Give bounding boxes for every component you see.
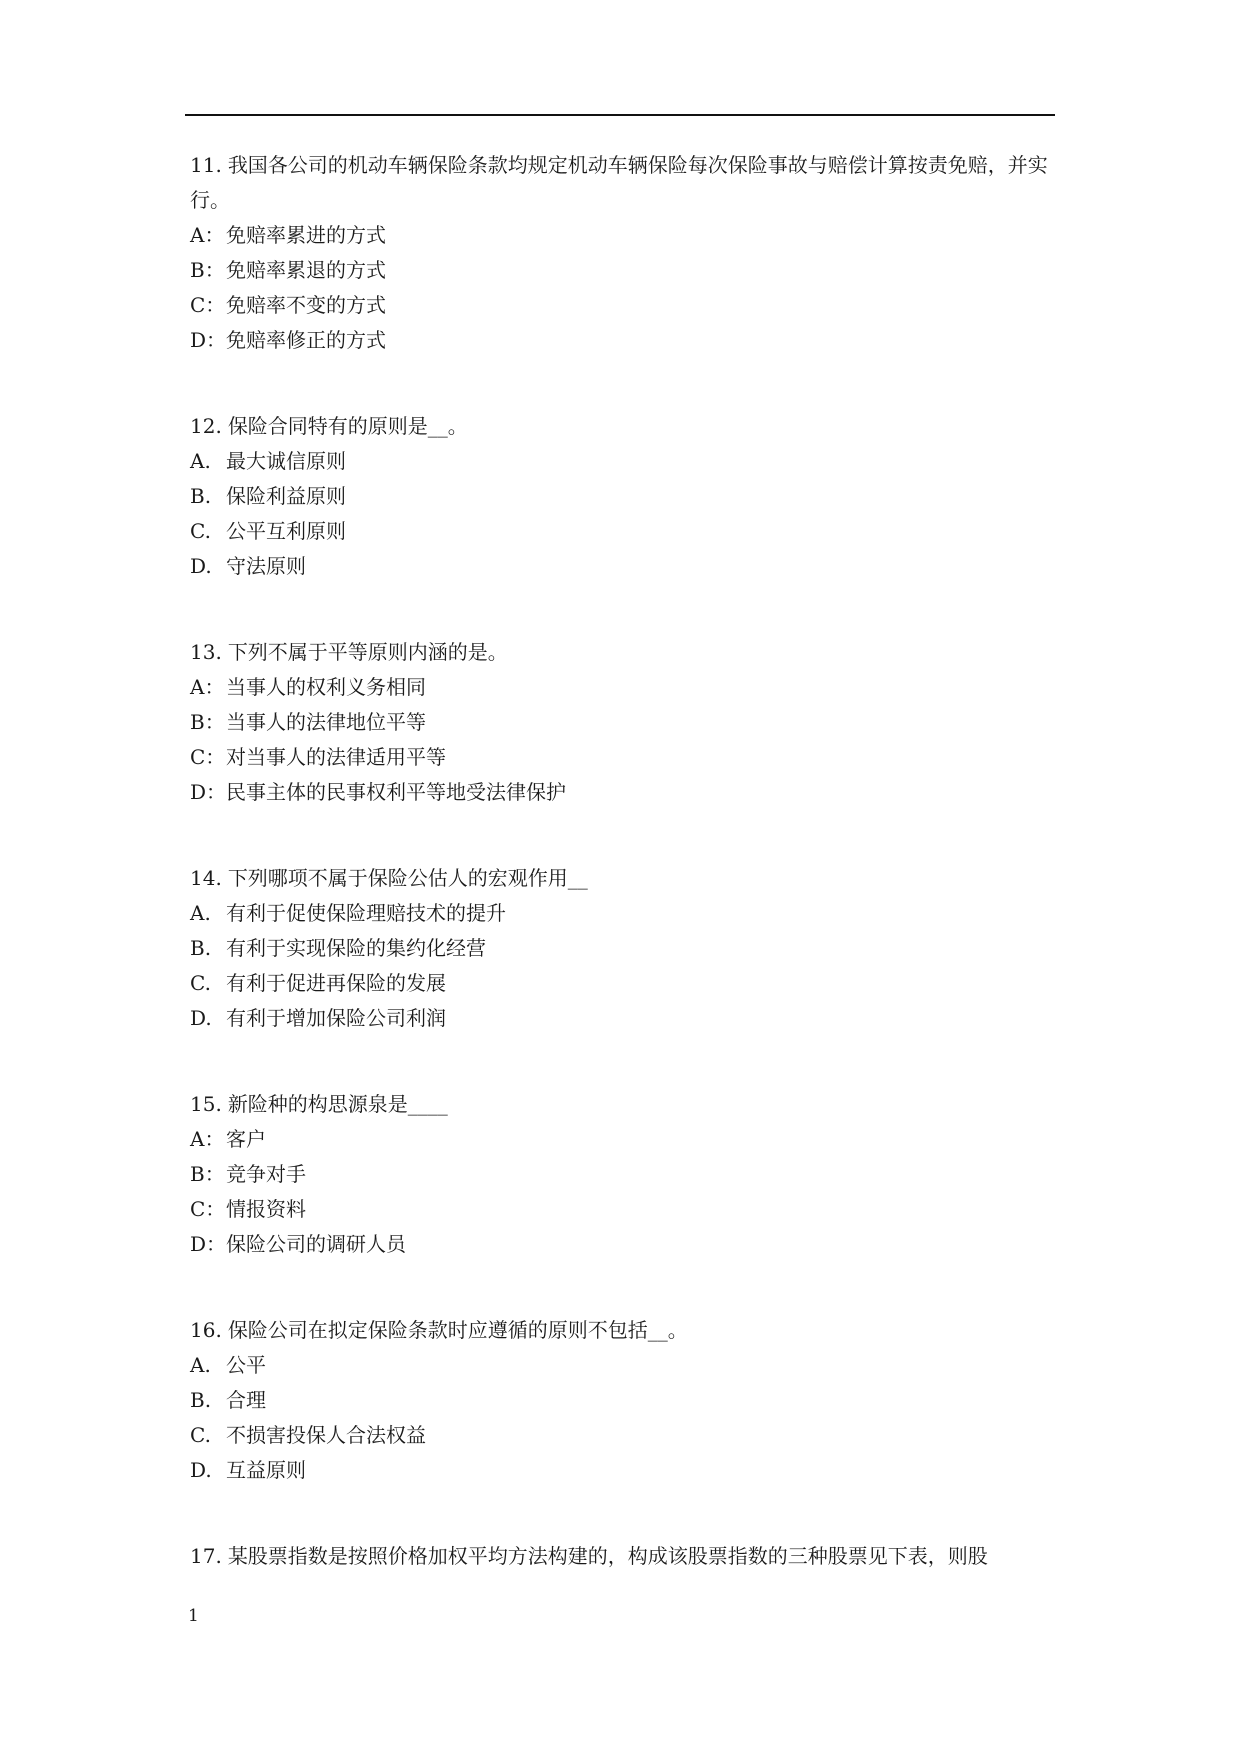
question-number: 11.: [190, 153, 222, 177]
option-b: B. 保险利益原则: [190, 484, 346, 508]
question-text: 我国各公司的机动车辆保险条款均规定机动车辆保险每次保险事故与赔偿计算按责免赔，并实行。: [190, 153, 1048, 212]
question-number: 15.: [190, 1092, 222, 1116]
option-c: C. 不损害投保人合法权益: [190, 1423, 426, 1447]
question-number: 16.: [190, 1318, 222, 1342]
question-text: 保险公司在拟定保险条款时应遵循的原则不包括__。: [227, 1318, 688, 1342]
question-stem: [190, 1087, 1058, 1122]
option-a: A. 最大诚信原则: [190, 449, 346, 473]
option-d: D：民事主体的民事权利平等地受法律保护: [190, 780, 567, 804]
question-13: [190, 635, 1058, 810]
page-number: 1: [188, 1606, 199, 1626]
option-d: D：保险公司的调研人员: [190, 1232, 407, 1256]
option-a: A：客户: [190, 1127, 266, 1151]
option-c: C：对当事人的法律适用平等: [190, 745, 446, 769]
option-c: C：免赔率不变的方式: [190, 293, 386, 317]
option-d: D. 互益原则: [190, 1458, 306, 1482]
question-number: 12.: [190, 414, 222, 438]
question-stem: [190, 1539, 1058, 1574]
option-b: B：免赔率累退的方式: [190, 258, 386, 282]
question-15: [190, 1087, 1058, 1262]
option-c: C. 公平互利原则: [190, 519, 346, 543]
option-b: B. 有利于实现保险的集约化经营: [190, 936, 486, 960]
question-14: [190, 861, 1058, 1036]
header-rule: [185, 114, 1055, 116]
option-d: D. 有利于增加保险公司利润: [190, 1006, 446, 1030]
question-11: [190, 148, 1058, 358]
question-stem: [190, 861, 1058, 896]
question-12: [190, 409, 1058, 584]
option-c: C. 有利于促进再保险的发展: [190, 971, 446, 995]
option-a: A：免赔率累进的方式: [190, 223, 386, 247]
option-b: B：竞争对手: [190, 1162, 306, 1186]
question-stem: [190, 635, 1058, 670]
question-16: [190, 1313, 1058, 1488]
option-a: A. 有利于促使保险理赔技术的提升: [190, 901, 506, 925]
option-b: B. 合理: [190, 1388, 266, 1412]
question-text: 下列不属于平等原则内涵的是。: [227, 640, 508, 664]
option-a: A. 公平: [190, 1353, 266, 1377]
option-d: D：免赔率修正的方式: [190, 328, 387, 352]
question-number: 14.: [190, 866, 222, 890]
question-list: [190, 148, 1058, 1625]
question-text: 某股票指数是按照价格加权平均方法构建的，构成该股票指数的三种股票见下表，则股: [227, 1544, 988, 1568]
question-17: [190, 1539, 1058, 1574]
question-text: 下列哪项不属于保险公估人的宏观作用__: [227, 866, 588, 890]
question-stem: [190, 1313, 1058, 1348]
option-c: C：情报资料: [190, 1197, 306, 1221]
option-d: D. 守法原则: [190, 554, 306, 578]
option-b: B：当事人的法律地位平等: [190, 710, 426, 734]
question-stem: [190, 148, 1058, 218]
question-text: 保险合同特有的原则是__。: [227, 414, 468, 438]
question-text: 新险种的构思源泉是____: [227, 1092, 448, 1116]
question-stem: [190, 409, 1058, 444]
question-number: 17.: [190, 1544, 222, 1568]
option-a: A：当事人的权利义务相同: [190, 675, 426, 699]
question-number: 13.: [190, 640, 222, 664]
